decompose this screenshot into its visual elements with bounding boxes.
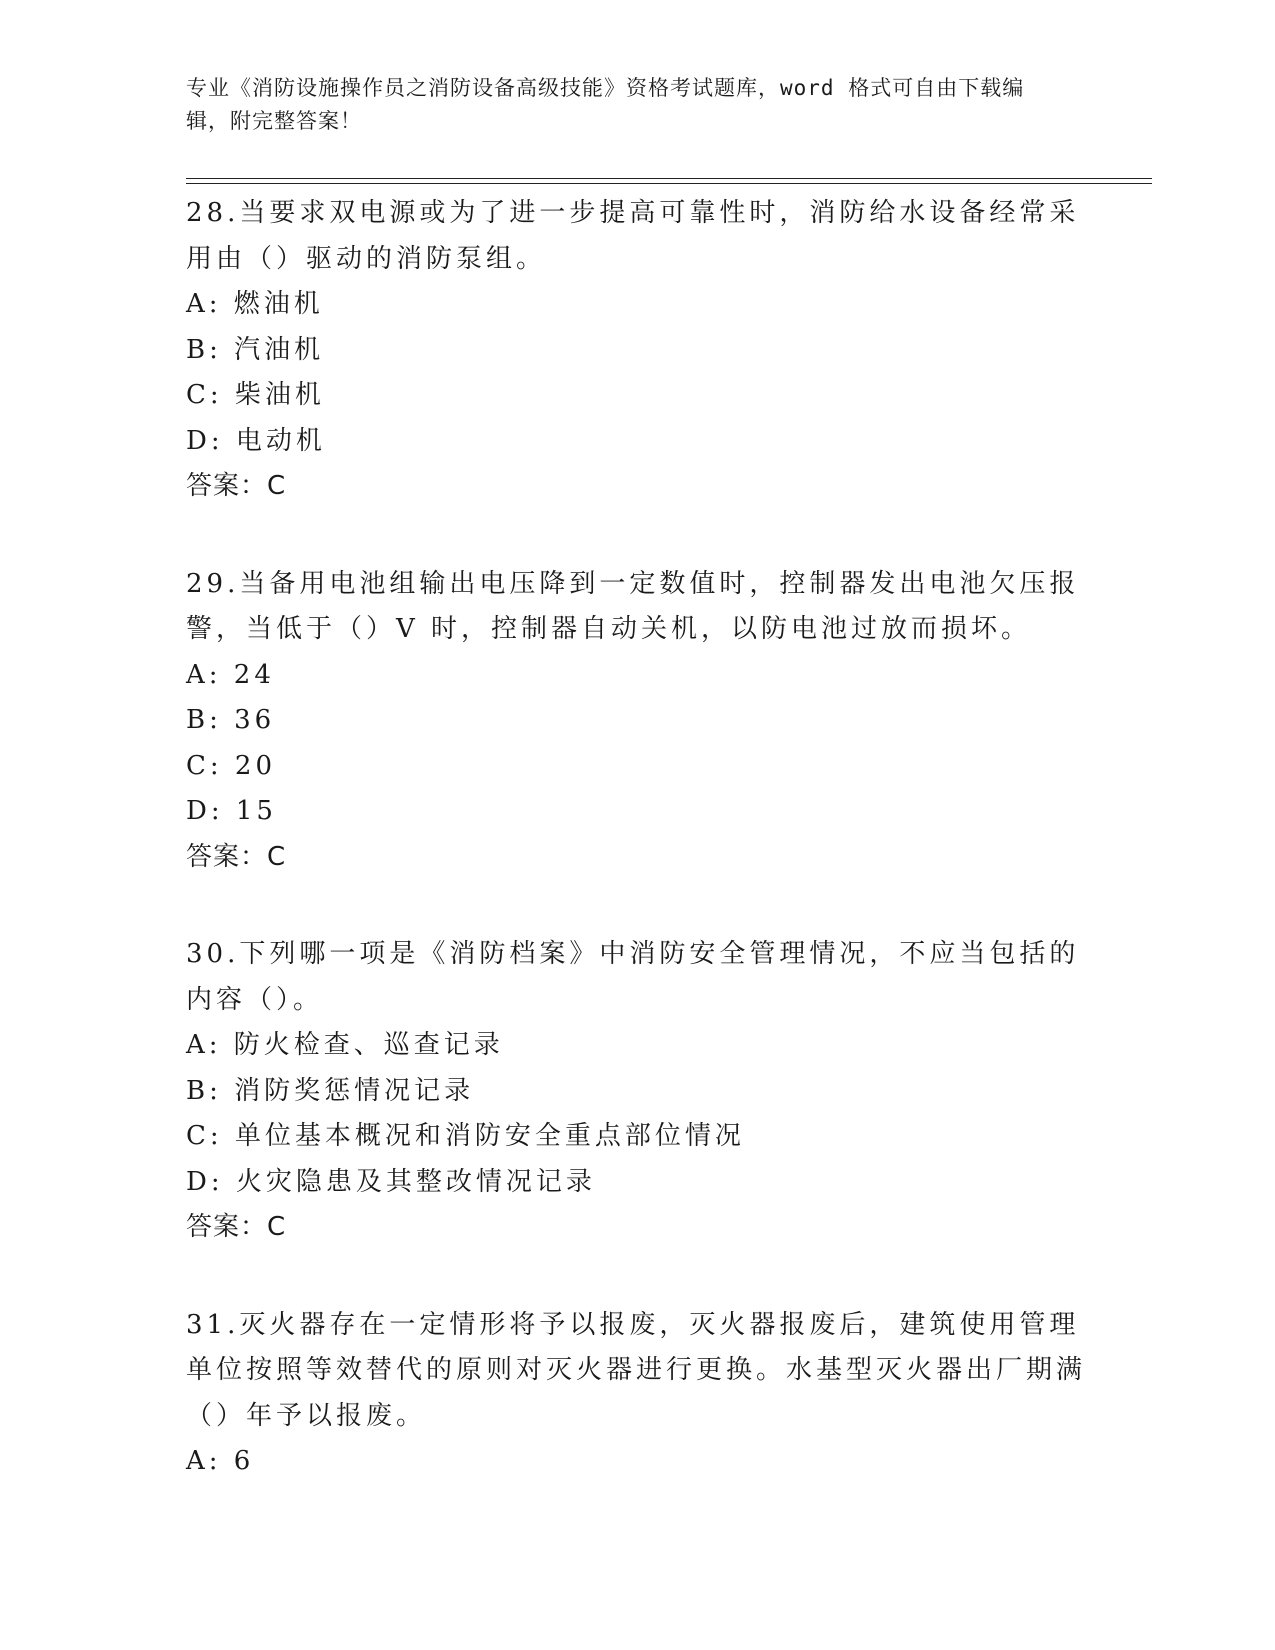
question-stem: 31.灭火器存在一定情形将予以报废，灭火器报废后，建筑使用管理单位按照等效替代的原则对灭火器进行更换。水基型灭火器出厂期满（）年予以报废。 bbox=[186, 1309, 1087, 1431]
answer: 答案：C bbox=[186, 841, 287, 872]
question-stem: 30.下列哪一项是《消防档案》中消防安全管理情况，不应当包括的内容（）。 bbox=[186, 939, 1080, 1015]
option-d: D: 火灾隐患及其整改情况记录 bbox=[186, 1166, 596, 1197]
option-b: B: 汽油机 bbox=[186, 334, 325, 365]
question-31 bbox=[186, 1300, 1086, 1485]
header-rule-bottom bbox=[186, 183, 1152, 184]
document-header: 专业《消防设施操作员之消防设备高级技能》资格考试题库，word 格式可自由下载编辑，附完整答案！ bbox=[186, 76, 1025, 133]
option-c: C: 20 bbox=[186, 750, 277, 781]
question-list bbox=[186, 188, 1086, 1485]
option-a: A: 防火检查、巡查记录 bbox=[186, 1030, 504, 1060]
answer: 答案：C bbox=[186, 471, 287, 501]
option-b: B: 36 bbox=[186, 705, 276, 735]
option-b: B: 消防奖惩情况记录 bbox=[186, 1075, 475, 1106]
question-30 bbox=[186, 929, 1086, 1251]
option-a: A: 燃油机 bbox=[186, 289, 324, 319]
question-28 bbox=[186, 188, 1086, 510]
option-d: D: 15 bbox=[186, 796, 277, 826]
header-rule-top bbox=[186, 178, 1152, 179]
question-stem: 28.当要求双电源或为了进一步提高可靠性时，消防给水设备经常采用由（）驱动的消防泵组。 bbox=[186, 198, 1080, 274]
question-stem: 29.当备用电池组输出电压降到一定数值时，控制器发出电池欠压报警，当低于（）V 时，控制器自动关机，以防电池过放而损坏。 bbox=[186, 568, 1080, 644]
option-c: C: 单位基本概况和消防安全重点部位情况 bbox=[186, 1121, 745, 1151]
answer: 答案：C bbox=[186, 1212, 287, 1242]
option-a: A: 6 bbox=[186, 1446, 255, 1476]
option-c: C: 柴油机 bbox=[186, 380, 325, 410]
option-a: A: 24 bbox=[186, 659, 275, 690]
option-d: D: 电动机 bbox=[186, 425, 326, 456]
question-29 bbox=[186, 559, 1086, 881]
